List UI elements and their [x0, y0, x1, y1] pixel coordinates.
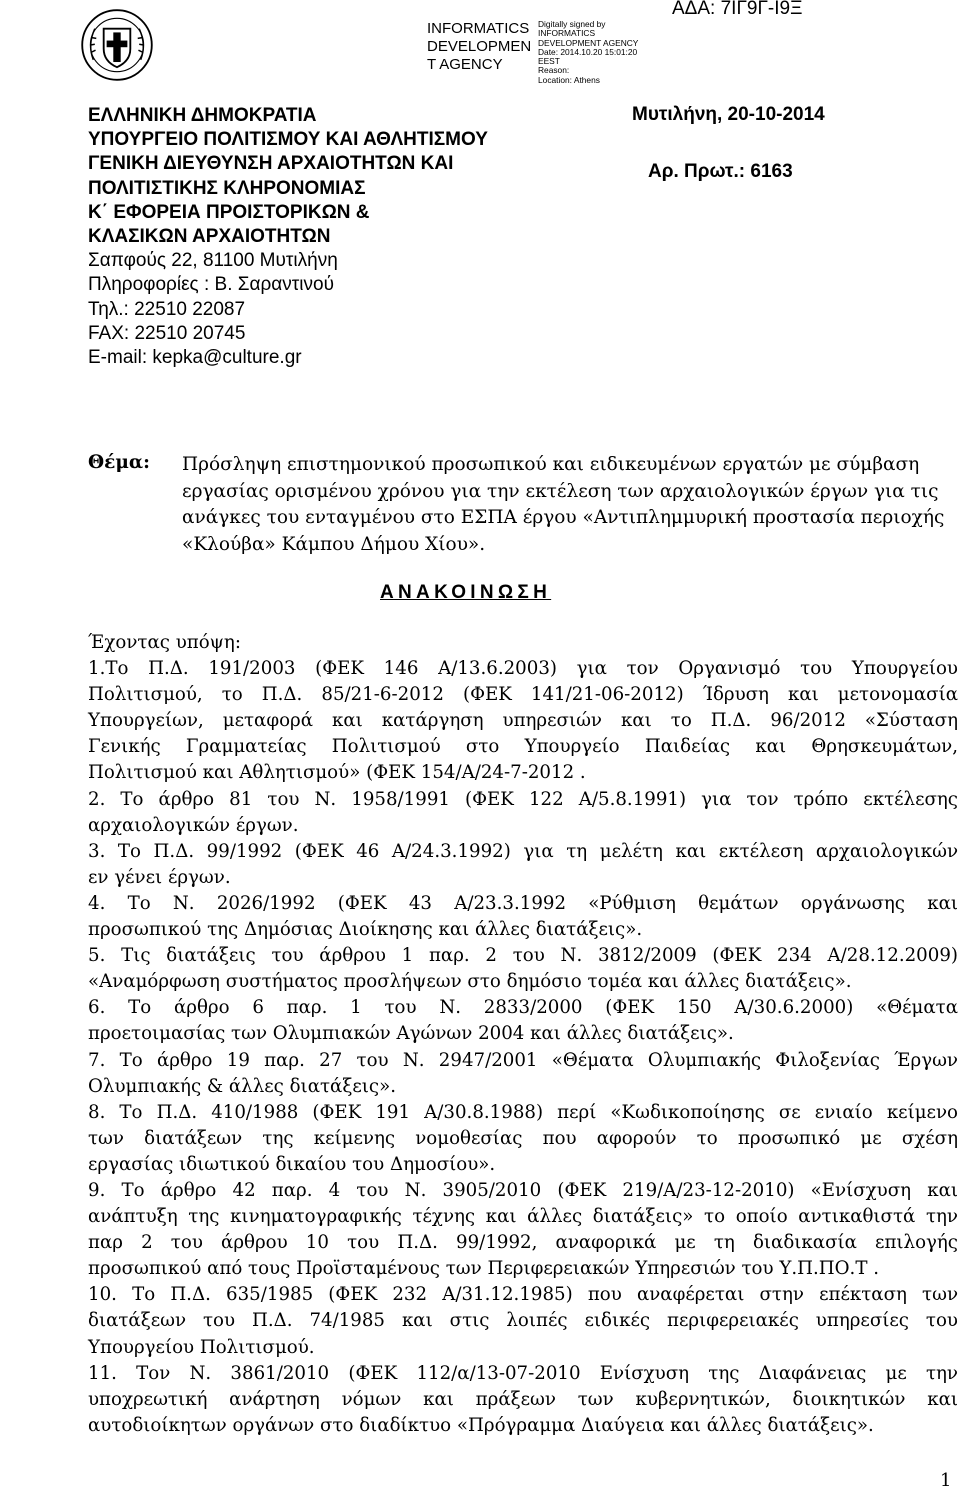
body-line: 10. Το Π.Δ. 635/1985 (ΦΕΚ 232 Α/31.12.1985) που αναφέρεται στην επέκταση των [88, 1284, 958, 1306]
place-date: Μυτιλήνη, 20-10-2014 [632, 104, 825, 125]
issuer-line: ΠΟΛΙΤΙΣΤΙΚΗΣ ΚΛΗΡΟΝΟΜΙΑΣ [88, 177, 366, 199]
page-number: 1 [940, 1470, 952, 1491]
digital-signature-details [538, 20, 638, 85]
body-line: διατάξεων του Π.Δ. 74/1985 και στις λοιπές ειδικές περιφερειακές υπηρεσίες του [88, 1310, 958, 1332]
body-line: Πολιτισμού και Αθλητισμού» (ΦΕΚ 154/Α/24-7-2012 . [88, 762, 586, 784]
body-line: ανάπτυξη της κινηματογραφικής τέχνης και άλλες διατάξεις» το οποίο αντικαθιστά την [88, 1206, 958, 1228]
contact-line: Πληροφορίες : Β. Σαραντινού [88, 274, 334, 296]
signature-detail-line: DEVELOPMENT AGENCY [538, 37, 639, 48]
body-line: Γενικής Γραμματείας Πολιτισμού στο Υπουργείο Παιδείας και Θρησκευμάτων, [88, 736, 958, 758]
body-line: των διατάξεων της κείμενης νομοθεσίας που αφορούν το προσωπικό με σχέση [88, 1127, 958, 1149]
body-line: 5. Τις διατάξεις του άρθρου 1 παρ. 2 του Ν. 3812/2009 (ΦΕΚ 234 Α/28.12.2009) [88, 945, 958, 967]
body-line: «Αναμόρφωση συστήματος προσλήψεων στο δημόσιο τομέα και άλλες διατάξεις». [88, 971, 852, 993]
body-line: Υπουργείου Πολιτισμού. [88, 1336, 315, 1358]
subject-line: ανάγκες του ενταγμένου στο ΕΣΠΑ έργου «Αντιπλημμυρική προστασία περιοχής [182, 507, 945, 528]
body-line: 6. Το άρθρο 6 παρ. 1 του Ν. 2833/2000 (ΦΕΚ 150 Α/30.6.2000) «Θέματα [88, 997, 958, 1019]
contact-line: Τηλ.: 22510 22087 [88, 298, 246, 320]
signature-detail-line: Digitally signed by [538, 19, 606, 29]
body-line: εν γένει έργων. [88, 866, 231, 888]
contact-line: Σαπφούς 22, 81100 Μυτιλήνη [88, 250, 338, 272]
subject-label: Θέμα: [88, 452, 150, 473]
body-line: υποχρεωτική ανάρτηση νόμων και πράξεων των κυβερνητικών, διοικητικών και [88, 1388, 958, 1410]
subject-line: «Κλούβα» Κάμπου Δήμου Χίου». [182, 533, 486, 555]
body-line: Υπουργείων, μεταφορά και κατάργηση υπηρεσιών και το Π.Δ. 96/2012 «Σύσταση [88, 710, 958, 732]
body-line: 11. Τον Ν. 3861/2010 (ΦΕΚ 112/α/13-07-2010 Ενίσχυση της Διαφάνειας με την [88, 1362, 958, 1384]
body-line: 2. Το άρθρο 81 του Ν. 1958/1991 (ΦΕΚ 122 Α/5.8.1991) για τον τρόπο εκτέλεσης [88, 788, 958, 810]
body-line: προσωπικού από τους Προϊσταμένους των Περιφερειακών Υπηρεσιών του Υ.Π.ΠΟ.Τ . [88, 1258, 880, 1280]
body-line: αυτοδιοίκητων οργάνων στο διαδίκτυο «Πρόγραμμα Διαύγεια και άλλες διατάξεις». [88, 1414, 874, 1436]
signature-detail-line: Reason: [538, 65, 570, 76]
body-line: εργασίας ιδιωτικού δικαίου του Δημοσίου». [88, 1153, 496, 1175]
body-line: 3. Το Π.Δ. 99/1992 (ΦΕΚ 46 Α/24.3.1992) για τη μελέτη και εκτέλεση αρχαιολογικών [88, 840, 958, 862]
signer-line: INFORMATICS [427, 20, 530, 37]
body-line: Πολιτισμού, το Π.Δ. 85/21-6-2012 (ΦΕΚ 141/21-06-2012) Ίδρυση και μετονομασία [88, 684, 958, 706]
body-line: παρ 2 του άρθρου 10 του Π.Δ. 99/1992, αναφορικά με τη διαδικασία επιλογής [88, 1232, 958, 1254]
document-body [88, 630, 958, 1439]
ada-code: ΑΔΑ: 7ΙΓ9Γ-Ι9Ξ [672, 0, 803, 19]
contact-line: E-mail: kepka@culture.gr [88, 347, 302, 369]
issuer-line: Κ΄ ΕΦΟΡΕΙΑ ΠΡΟΙΣΤΟΡΙΚΩΝ & [88, 201, 370, 223]
subject-line: Πρόσληψη επιστημονικού προσωπικού και ειδικευμένων εργατών με σύμβαση [182, 454, 920, 475]
body-line: 7. Το άρθρο 19 παρ. 27 του Ν. 2947/2001 «Θέματα Ολυμπιακής Φιλοξενίας Έργων [88, 1049, 958, 1071]
body-line: 1.Το Π.Δ. 191/2003 (ΦΕΚ 146 Α/13.6.2003) για τον Οργανισμό του Υπουργείου [88, 658, 958, 680]
body-line: προετοιμασίας των Ολυμπιακών Αγώνων 2004 και άλλες διατάξεις». [88, 1023, 734, 1045]
body-line: προσωπικού της Δημόσιας Διοίκησης και άλλες διατάξεις». [88, 919, 643, 941]
issuer-block [88, 104, 488, 370]
issuer-line: ΕΛΛΗΝΙΚΗ ΔΗΜΟΚΡΑΤΙΑ [88, 105, 317, 126]
hellenic-republic-emblem [80, 8, 154, 82]
issuer-line: ΚΛΑΣΙΚΩΝ ΑΡΧΑΙΟΤΗΤΩΝ [88, 226, 331, 248]
announcement-title: ΑΝΑΚΟΙΝΩΣΗ [380, 582, 552, 603]
issuer-line: ΓΕΝΙΚΗ ΔΙΕΥΘΥΝΣΗ ΑΡΧΑΙΟΤΗΤΩΝ ΚΑΙ [88, 153, 454, 175]
digital-signature-signer [427, 20, 531, 74]
contact-line: FAX: 22510 20745 [88, 322, 246, 344]
subject-text [182, 452, 957, 558]
issuer-line: ΥΠΟΥΡΓΕΙΟ ΠΟΛΙΤΙΣΜΟΥ ΚΑΙ ΑΘΛΗΤΙΣΜΟΥ [88, 129, 488, 151]
body-line: 9. Το άρθρο 42 παρ. 4 του Ν. 3905/2010 (ΦΕΚ 219/Α/23-12-2010) «Ενίσχυση και [88, 1179, 958, 1201]
body-line: 8. Το Π.Δ. 410/1988 (ΦΕΚ 191 Α/30.8.1988) περί «Κωδικοποίησης σε ενιαίο κείμενο [88, 1101, 958, 1123]
signer-line: DEVELOPMEN [427, 38, 532, 55]
body-line: αρχαιολογικών έργων. [88, 814, 299, 836]
signature-detail-line: INFORMATICS [538, 28, 596, 39]
body-line: Ολυμπιακής & άλλες διατάξεις». [88, 1075, 396, 1097]
subject-line: εργασίας ορισμένου χρόνου για την εκτέλεση των αρχαιολογικών έργων για τις [182, 480, 939, 502]
signature-detail-line: EEST [538, 56, 560, 67]
signature-detail-line: Location: Athens [538, 74, 600, 85]
signer-line: T AGENCY [427, 56, 503, 73]
protocol-number: Αρ. Πρωτ.: 6163 [648, 161, 793, 182]
body-intro: Έχοντας υπόψη: [88, 632, 241, 653]
signature-detail-line: Date: 2014.10.20 15:01:20 [538, 46, 638, 57]
body-line: 4. Το Ν. 2026/1992 (ΦΕΚ 43 Α/23.3.1992 «Ρύθμιση θεμάτων οργάνωσης και [88, 892, 958, 914]
